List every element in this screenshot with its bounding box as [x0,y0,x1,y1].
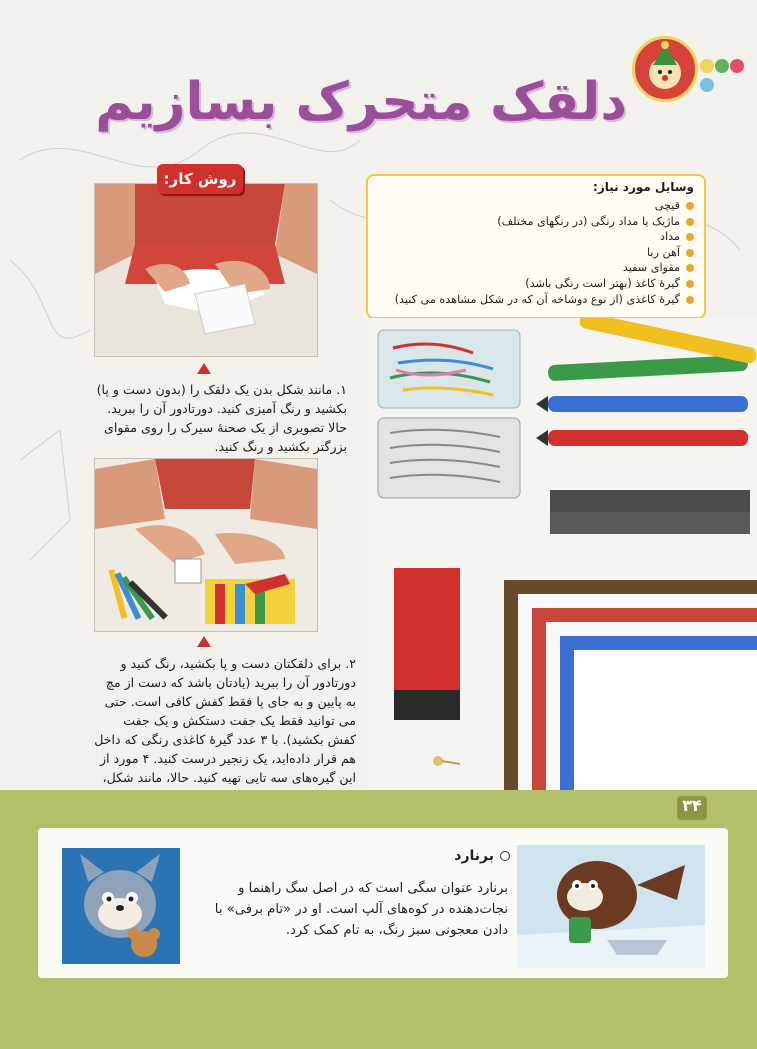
step2-text: ۲. برای دلقکتان دست و پا بکشید، رنگ کنید و دورتادور آن را ببرید (یادتان باشد که دست از مچ به پایین و به جای پا فقط کفش کافی است. حتی می توانید فقط یک جفت دستکش و یک جفت کفش بکشید). با ۳ عدد گیرهٔ کاغذی رنگی که داخل هم قرار داده‌اید، یک زنجیر درست کنید. ۴ مورد از این گیره‌های سه تایی تهیه کنید. حالا، مانند شکل، [94,656,356,785]
step1-photo [94,183,318,357]
method-tag: روش کار: [157,164,243,194]
page-title: دلقک متحرک بسازیم [95,72,627,132]
supply-item: گیرهٔ کاغذ (بهتر است رنگی باشد) [376,276,694,292]
supply-item: مقوای سفید [376,260,694,276]
magazine-logo [632,36,698,102]
supply-item: آهن ربا [376,245,694,261]
step1-text: ۱. مانند شکل بدن یک دلقک را (بدون دست و پا) بکشید و رنگ آمیزی کنید. دورتادور آن را ببرید. حالا تصویری از یک صحنهٔ سیرک را روی مقوای بزرگتر بکشید و رنگ کنید. [96,382,347,454]
supplies-title: وسایل مورد نیاز: [593,180,694,194]
supply-item: مداد [376,229,694,245]
page-number: ۳۴ [677,796,707,820]
supply-item: گیرهٔ کاغذی (از نوع دوشاخه آن که در شکل مشاهده می کنید) [376,292,694,308]
supply-item: قیچی [376,198,694,214]
tom-jerry-image [62,848,180,964]
bernard-image [517,845,705,968]
step2-arrow-icon [197,636,211,647]
bernard-text: برنارد عنوان سگی است که در اصل سگ راهنما و نجات‌دهنده در کوه‌های آلپ است. او در «تام برفی» با دادن معجونی سبز رنگ، به تام کمک کرد. [214,881,508,938]
decorative-dots [700,58,757,96]
supply-item: ماژیک یا مداد رنگی (در رنگهای مختلف) [376,214,694,230]
step2-photo [94,458,318,632]
clown-icon [635,39,695,99]
materials-photo [368,318,757,793]
supplies-box [366,174,706,319]
bernard-title: برنارد [454,848,510,864]
step1-arrow-icon [197,363,211,374]
brad-fastener-icon [432,752,460,770]
